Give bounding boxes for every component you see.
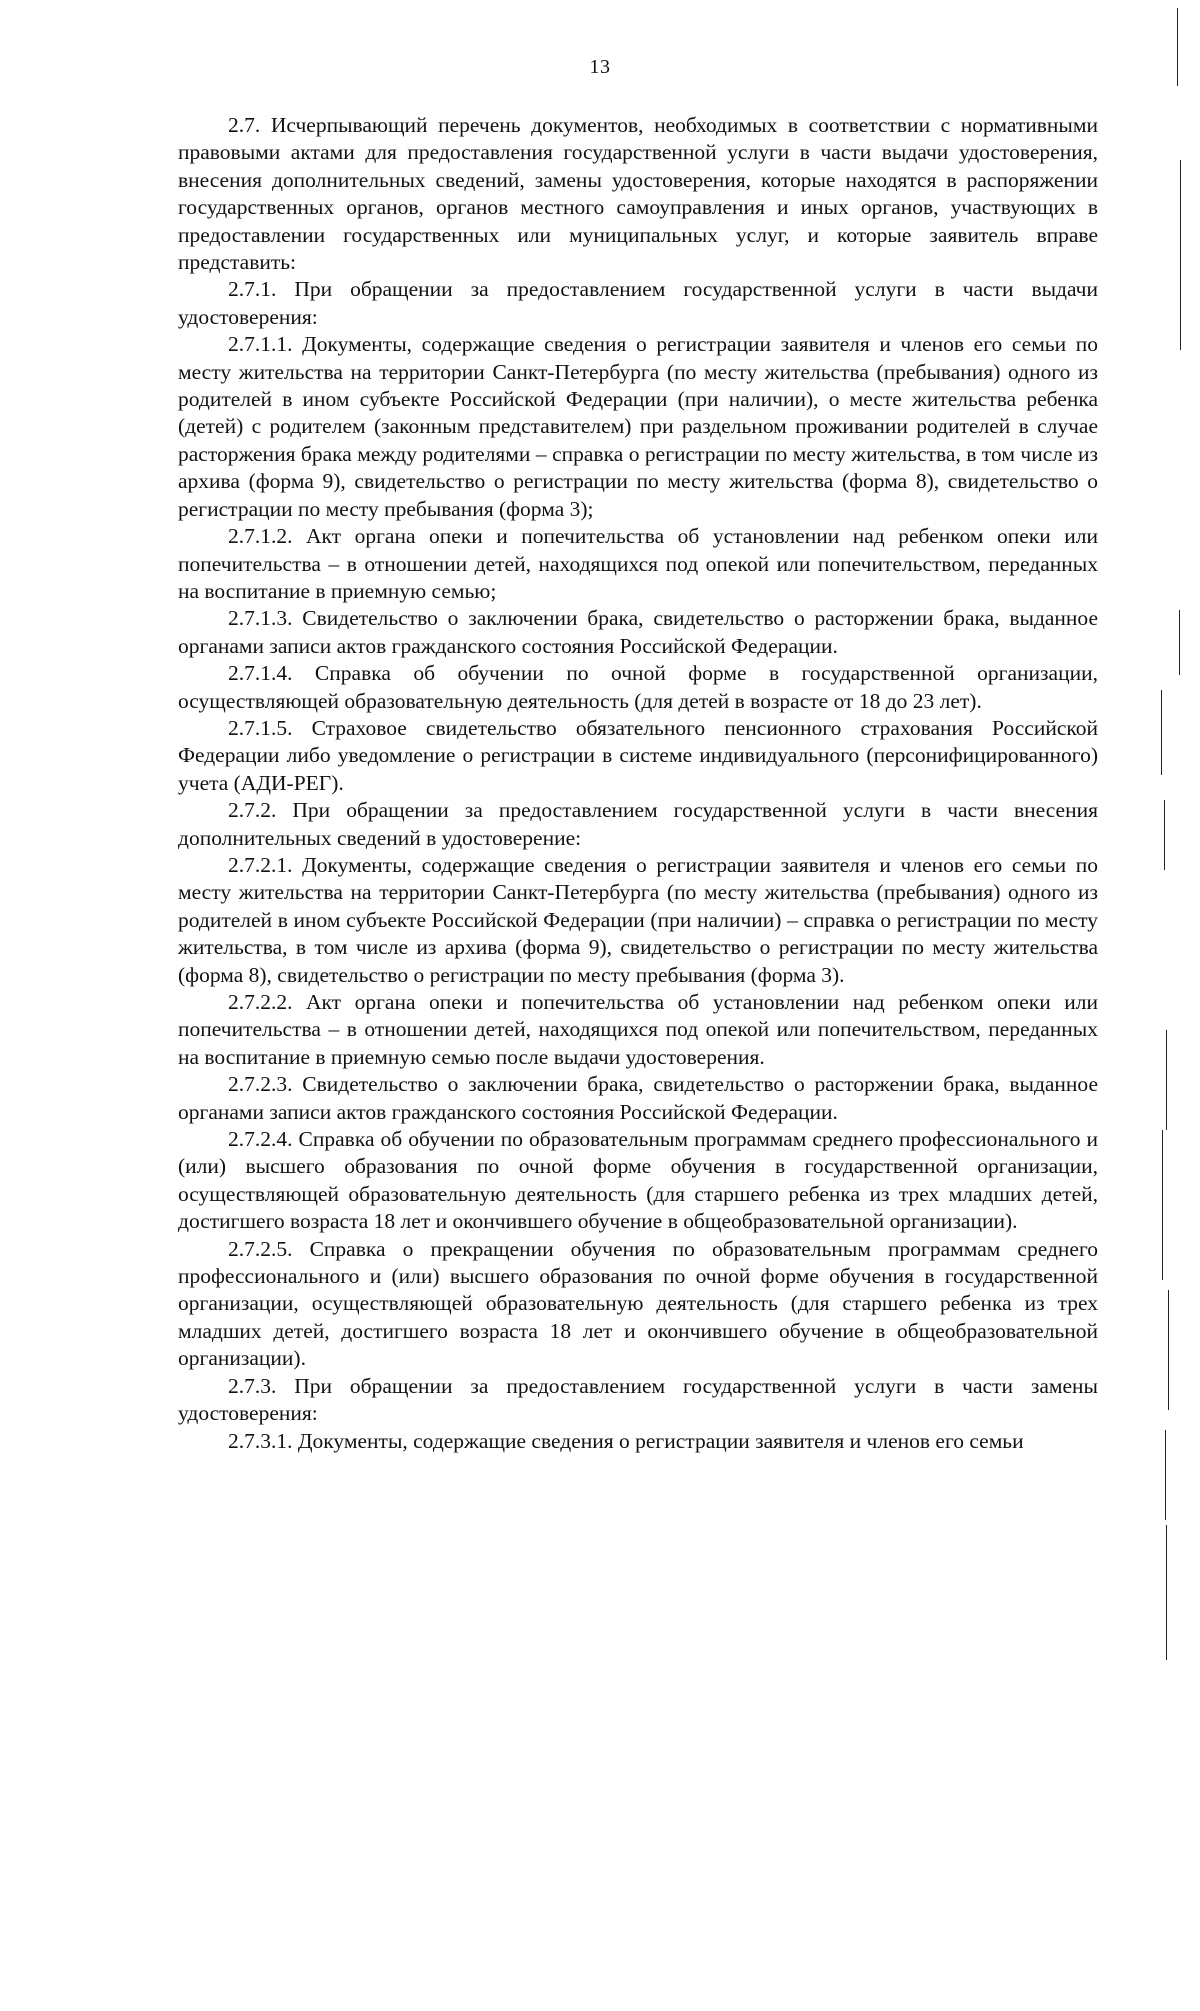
paragraph-2-7-1: 2.7.1. При обращении за предоставлением государственной услуги в части выдачи удостоверения: [178, 277, 1098, 329]
margin-scan-line [1180, 160, 1181, 350]
margin-scan-line [1166, 1030, 1167, 1130]
paragraph-2-7-1-4: 2.7.1.4. Справка об обучении по очной форме в государственной организации, осуществляющей образовательную деятельность (для детей в возрасте от 18 до 23 лет). [178, 661, 1098, 713]
paragraph-2-7-2: 2.7.2. При обращении за предоставлением государственной услуги в части внесения дополнительных сведений в удостоверение: [178, 798, 1098, 850]
paragraph-2-7-2-3: 2.7.2.3. Свидетельство о заключении брака, свидетельство о расторжении брака, выданное органами записи актов гражданского состояния Российской Федерации. [178, 1072, 1098, 1124]
margin-scan-line [1164, 800, 1165, 870]
margin-scan-line [1179, 610, 1180, 675]
margin-scan-line [1162, 1130, 1163, 1280]
paragraph-2-7-2-4: 2.7.2.4. Справка об обучении по образовательным программам среднего профессионального и (или) высшего образования по очной форме обучения в государственной организации, осуществляющей образовательную деятельность (для старшего ребенка из трех младших детей, достигшего возраста 18 лет и окончившего обучение в общеобразовательной организации). [178, 1127, 1098, 1234]
paragraph-2-7-1-2: 2.7.1.2. Акт органа опеки и попечительства об установлении над ребенком опеки или попечительства – в отношении детей, находящихся под опекой или попечительством, переданных на воспитание в приемную семью; [178, 524, 1098, 603]
paragraph-2-7-2-1: 2.7.2.1. Документы, содержащие сведения о регистрации заявителя и членов его семьи по месту жительства на территории Санкт-Петербурга (по месту жительства (пребывания) одного из родителей в ином субъекте Российской Федерации (при наличии) – справка о регистрации по месту жительства, в том числе из архива (форма 9), свидетельство о регистрации по месту жительства (форма 8), свидетельство о регистрации по месту пребывания (форма 3). [178, 852, 1098, 987]
document-body [178, 112, 1098, 1455]
margin-scan-line [1168, 1290, 1169, 1410]
margin-scan-line [1177, 8, 1178, 86]
paragraph-2-7-1-3: 2.7.1.3. Свидетельство о заключении брака, свидетельство о расторжении брака, выданное органами записи актов гражданского состояния Российской Федерации. [178, 606, 1098, 658]
paragraph-2-7-3-1: 2.7.3.1. Документы, содержащие сведения о регистрации заявителя и членов его семьи [228, 1428, 1024, 1453]
paragraph-2-7-1-1: 2.7.1.1. Документы, содержащие сведения о регистрации заявителя и членов его семьи по месту жительства на территории Санкт-Петербурга (по месту жительства (пребывания) одного из родителей в ином субъекте Российской Федерации (при наличии), о месте жительства ребенка (детей) с родителем (законным представителем) при раздельном проживании родителей в случае расторжения брака между родителями – справка о регистрации по месту жительства, в том числе из архива (форма 9), свидетельство о регистрации по месту жительства (форма 8), свидетельство о регистрации по месту пребывания (форма 3); [178, 332, 1098, 521]
margin-scan-line [1161, 690, 1162, 775]
margin-scan-line [1165, 1430, 1166, 1520]
paragraph-2-7-2-5: 2.7.2.5. Справка о прекращении обучения по образовательным программам среднего профессионального и (или) высшего образования по очной форме обучения в государственной организации, осуществляющей образовательную деятельность (для старшего ребенка из трех младших детей, достигшего возраста 18 лет и окончившего обучение в общеобразовательной организации). [178, 1236, 1098, 1371]
paragraph-2-7-2-2: 2.7.2.2. Акт органа опеки и попечительства об установлении над ребенком опеки или попечительства – в отношении детей, находящихся под опекой или попечительством, переданных на воспитание в приемную семью после выдачи удостоверения. [178, 990, 1098, 1069]
paragraph-2-7: 2.7. Исчерпывающий перечень документов, необходимых в соответствии с нормативными правовыми актами для предоставления государственной услуги в части выдачи удостоверения, внесения дополнительных сведений, замены удостоверения, которые находятся в распоряжении государственных органов, органов местного самоуправления и иных органов, участвующих в предоставлении государственных или муниципальных услуг, и которые заявитель вправе представить: [178, 113, 1098, 275]
paragraph-2-7-3: 2.7.3. При обращении за предоставлением государственной услуги в части замены удостоверения: [178, 1373, 1098, 1426]
paragraph-2-7-1-5: 2.7.1.5. Страховое свидетельство обязательного пенсионного страхования Российской Федерации либо уведомление о регистрации в системе индивидуального (персонифицированного) учета (АДИ-РЕГ). [178, 715, 1098, 795]
page-number: 13 [589, 56, 611, 78]
margin-scan-line [1166, 1525, 1167, 1660]
